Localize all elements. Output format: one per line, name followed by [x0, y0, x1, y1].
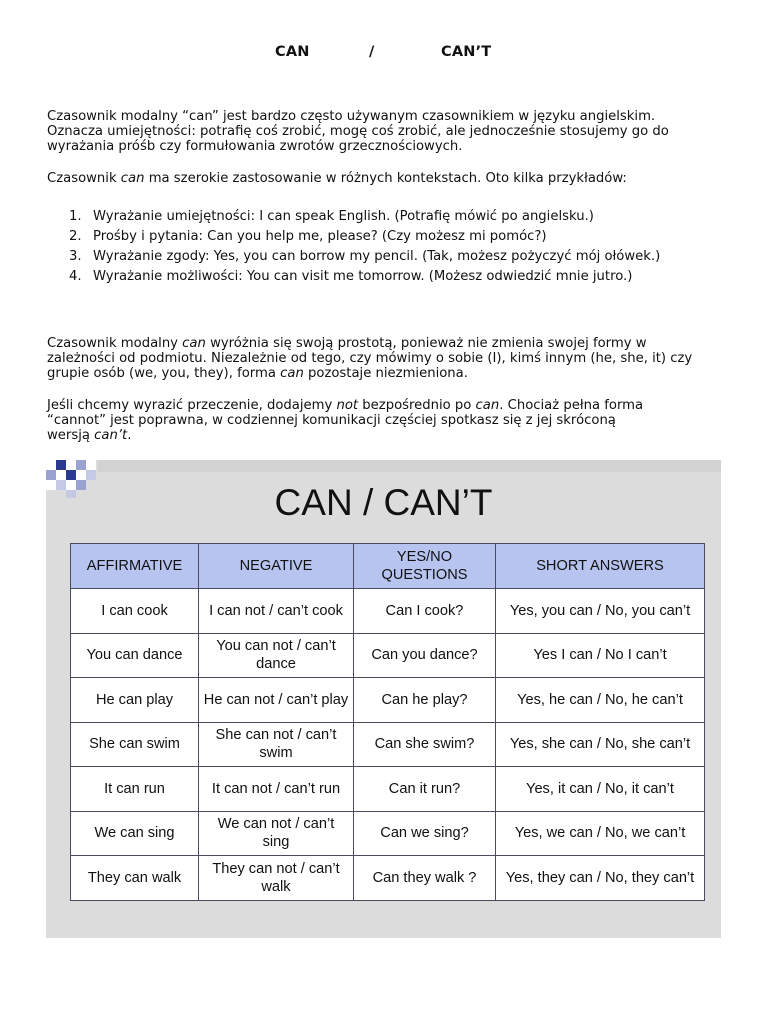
table-header-row — [71, 544, 705, 589]
table-cell: We can sing — [71, 811, 199, 856]
text-run: grupie osób (we, you, they), forma — [47, 366, 281, 381]
table-cell: She can swim — [71, 722, 199, 767]
table-cell: Yes I can / No I can’t — [496, 633, 705, 678]
table-cell: He can not / can’t play — [199, 678, 354, 723]
table-cell: Can it run? — [354, 767, 496, 812]
text-emphasis: can — [182, 336, 206, 351]
table-cell: She can not / can’t swim — [199, 722, 354, 767]
header-questions: YES/NO QUESTIONS — [354, 544, 496, 589]
title-can: CAN — [275, 44, 310, 60]
table-cell: You can dance — [71, 633, 199, 678]
table-cell: Can he play? — [354, 678, 496, 723]
table-row — [71, 678, 705, 723]
list-item — [47, 227, 727, 247]
grammar-table — [70, 543, 705, 901]
title-separator: / — [369, 44, 375, 60]
slide-top-bar — [98, 460, 721, 472]
list-item — [47, 267, 727, 287]
list-text: Prośby i pytania: Can you help me, please? (Czy możesz mi pomóc?) — [93, 229, 547, 244]
table-row — [71, 633, 705, 678]
table-cell: Yes, they can / No, they can’t — [496, 856, 705, 901]
table-row — [71, 811, 705, 856]
table-cell: I can cook — [71, 589, 199, 634]
table-cell: We can not / can’t sing — [199, 811, 354, 856]
text-run: Czasownik modalny — [47, 336, 183, 351]
text-run: . Chociaż pełna forma — [499, 398, 644, 413]
table-cell: It can not / can’t run — [199, 767, 354, 812]
intro-paragraph — [47, 109, 727, 154]
text-run: ma szerokie zastosowanie w różnych kontekstach. Oto kilka przykładów: — [144, 171, 627, 186]
negation-paragraph — [47, 398, 727, 443]
grammar-slide-image — [46, 460, 721, 938]
text-run: . — [127, 428, 132, 443]
table-row — [71, 767, 705, 812]
text-line — [47, 336, 727, 351]
table-cell: Can we sing? — [354, 811, 496, 856]
list-number: 1. — [69, 209, 82, 224]
text-line — [47, 366, 727, 381]
text-run: pozostaje niezmieniona. — [303, 366, 468, 381]
text-run: Jeśli chcemy wyrazić przeczenie, dodajemy — [47, 398, 337, 413]
list-item — [47, 247, 727, 267]
table-cell: They can walk — [71, 856, 199, 901]
list-number: 3. — [69, 249, 82, 264]
text-emphasis: not — [336, 398, 359, 413]
table-row — [71, 722, 705, 767]
text-line: zależności od podmiotu. Niezależnie od tego, czy mówimy o sobie (I), kimś innym (he, she, it) czy — [47, 351, 693, 366]
header-negative: NEGATIVE — [199, 544, 354, 589]
text-emphasis: can — [280, 366, 304, 381]
list-text: Wyrażanie zgody: Yes, you can borrow my pencil. (Tak, możesz pożyczyć mój ołówek.) — [93, 249, 661, 264]
text-line — [47, 428, 727, 443]
text-run: Czasownik — [47, 171, 121, 186]
table-cell: Can they walk ? — [354, 856, 496, 901]
table-cell: Yes, she can / No, she can’t — [496, 722, 705, 767]
intro-line: wyrażania próśb czy formułowania zwrotów grzecznościowych. — [47, 139, 463, 154]
examples-list — [47, 207, 727, 287]
table-cell: Yes, it can / No, it can’t — [496, 767, 705, 812]
table-cell: You can not / can’t dance — [199, 633, 354, 678]
text-emphasis: can — [475, 398, 500, 413]
text-run: wyróżnia się swoją prostotą, ponieważ nie zmienia swojej formy w — [205, 336, 647, 351]
intro-line: Oznacza umiejętności: potrafię coś zrobić, mogę coś zrobić, ale jednocześnie stosujemy go do — [47, 124, 669, 139]
table-row — [71, 856, 705, 901]
text-line — [47, 398, 727, 413]
title-cant: CAN’T — [441, 44, 492, 60]
table-cell: It can run — [71, 767, 199, 812]
text-run: bezpośrednio po — [358, 398, 476, 413]
table-row — [71, 589, 705, 634]
table-cell: They can not / can’t walk — [199, 856, 354, 901]
list-number: 2. — [69, 229, 82, 244]
intro-line: Czasownik modalny “can” jest bardzo często używanym czasownikiem w języku angielskim. — [47, 109, 656, 124]
header-short-answers: SHORT ANSWERS — [496, 544, 705, 589]
list-number: 4. — [69, 269, 82, 284]
table-cell: Yes, we can / No, we can’t — [496, 811, 705, 856]
text-emphasis: can’t — [94, 428, 128, 443]
table-cell: I can not / can’t cook — [199, 589, 354, 634]
header-affirmative: AFFIRMATIVE — [71, 544, 199, 589]
list-text: Wyrażanie umiejętności: I can speak English. (Potrafię mówić po angielsku.) — [93, 209, 594, 224]
table-cell: Can you dance? — [354, 633, 496, 678]
table-cell: Can she swim? — [354, 722, 496, 767]
list-item — [47, 207, 727, 227]
form-paragraph — [47, 336, 727, 381]
text-run: wersją — [47, 428, 95, 443]
table-cell: Can I cook? — [354, 589, 496, 634]
slide-title: CAN / CAN’T — [274, 482, 493, 523]
text-emphasis: can — [120, 171, 145, 186]
table-cell: Yes, you can / No, you can’t — [496, 589, 705, 634]
usage-paragraph — [47, 171, 727, 186]
table-cell: He can play — [71, 678, 199, 723]
text-line: “cannot” jest poprawna, w codziennej komunikacji częściej spotkasz się z jej skróconą — [47, 413, 616, 428]
list-text: Wyrażanie możliwości: You can visit me tomorrow. (Możesz odwiedzić mnie jutro.) — [93, 269, 633, 284]
table-cell: Yes, he can / No, he can’t — [496, 678, 705, 723]
